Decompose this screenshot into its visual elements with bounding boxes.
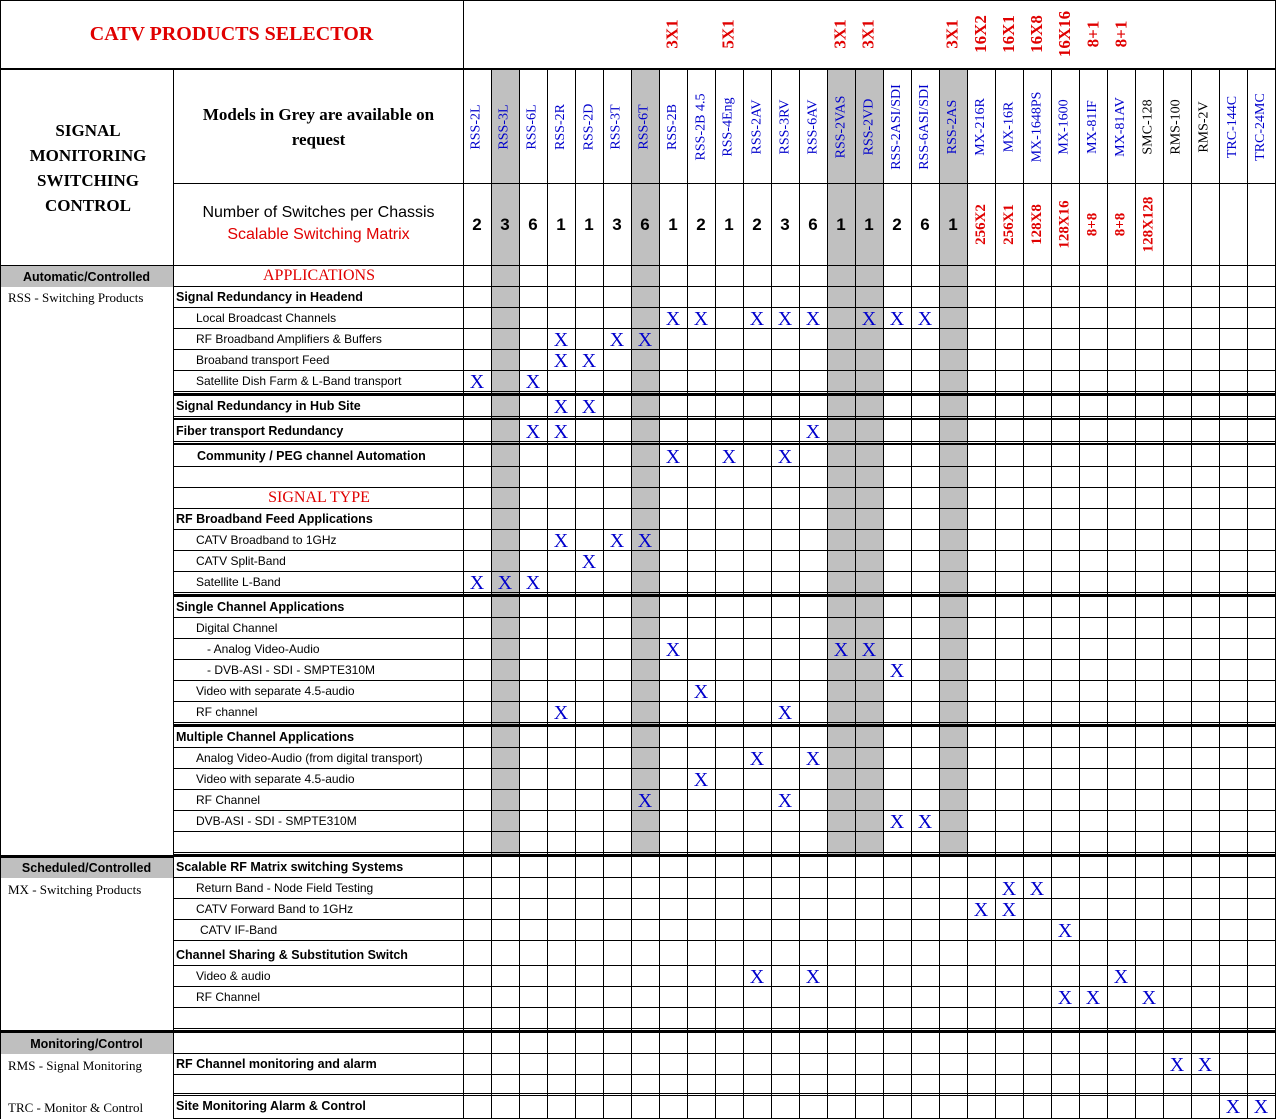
switch-count: 2 bbox=[752, 214, 762, 234]
check-mark: X bbox=[917, 811, 933, 833]
top-ratio-label: 3X1 bbox=[663, 19, 682, 49]
check-mark: X bbox=[553, 396, 569, 418]
row-label: CATV Forward Band to 1GHz bbox=[196, 902, 354, 916]
top-ratio-label: 16X1 bbox=[999, 15, 1018, 53]
row-line bbox=[173, 831, 1276, 832]
switch-count: 2 bbox=[696, 214, 706, 234]
category-band: Automatic/Controlled bbox=[22, 270, 151, 284]
category-label: RSS - Switching Products bbox=[8, 290, 144, 305]
check-mark: X bbox=[1113, 966, 1129, 988]
check-mark: X bbox=[749, 748, 765, 770]
check-mark: X bbox=[749, 308, 765, 330]
model-header-rss-2asi-sdi: RSS-2ASI/SDI bbox=[889, 83, 904, 170]
row-label: RF Channel bbox=[196, 990, 261, 1004]
check-mark: X bbox=[469, 371, 485, 393]
category-band: Monitoring/Control bbox=[30, 1037, 143, 1051]
left-section-rule bbox=[0, 855, 173, 858]
row-line bbox=[173, 638, 1276, 639]
row-label: Digital Channel bbox=[196, 621, 278, 635]
row-label: Video with separate 4.5-audio bbox=[196, 772, 355, 786]
check-mark: X bbox=[581, 396, 597, 418]
check-mark: X bbox=[525, 371, 541, 393]
row-line bbox=[173, 617, 1276, 618]
row-line bbox=[173, 1028, 1276, 1029]
model-header-rss-2r: RSS-2R bbox=[553, 103, 569, 150]
check-mark: X bbox=[497, 572, 513, 594]
row-label: - Analog Video-Audio bbox=[207, 642, 320, 656]
col-line bbox=[1163, 68, 1164, 1119]
top-ratio-label: 3X1 bbox=[943, 19, 962, 49]
section-rule bbox=[173, 443, 1276, 445]
switch-count: 1 bbox=[836, 214, 846, 234]
check-mark: X bbox=[553, 702, 569, 724]
category-label: TRC - Monitor & Control bbox=[8, 1100, 144, 1115]
model-header-rss-2b-4-5: RSS-2B 4.5 bbox=[693, 93, 709, 160]
check-mark: X bbox=[1085, 987, 1101, 1009]
check-mark: X bbox=[693, 681, 709, 703]
switch-count: 6 bbox=[640, 214, 650, 234]
check-mark: X bbox=[861, 308, 877, 330]
check-mark: X bbox=[665, 446, 681, 468]
model-header-rss-4eng: RSS-4Eng bbox=[721, 96, 736, 157]
switch-count: 8+8 bbox=[1084, 212, 1101, 237]
row-label: Satellite L-Band bbox=[196, 575, 281, 589]
row-label: Signal Redundancy in Headend bbox=[176, 290, 363, 304]
switch-count: 128X8 bbox=[1028, 204, 1045, 245]
row-label: Local Broadcast Channels bbox=[196, 311, 337, 325]
model-header-rms-100: RMS-100 bbox=[1169, 98, 1185, 155]
model-header-rss-2b: RSS-2B bbox=[665, 103, 681, 150]
model-header-trc-144c: TRC-144C bbox=[1225, 95, 1241, 158]
row-label: Return Band - Node Field Testing bbox=[196, 881, 374, 895]
row-line bbox=[173, 940, 1276, 941]
model-header-rss-2l: RSS-2L bbox=[469, 103, 484, 150]
top-ratio-label: 8+1 bbox=[1111, 20, 1130, 48]
row-line bbox=[173, 1074, 1276, 1075]
switch-count: 128X16 bbox=[1056, 200, 1073, 249]
row-label: Channel Sharing & Substitution Switch bbox=[176, 948, 408, 962]
model-header-mx-1648ps: MX-1648PS bbox=[1029, 91, 1045, 162]
row-label: RF Broadband Amplifiers & Buffers bbox=[196, 332, 382, 346]
row-line bbox=[173, 550, 1276, 551]
check-mark: X bbox=[1141, 987, 1157, 1009]
switch-count: 1 bbox=[584, 214, 594, 234]
switch-count: 6 bbox=[920, 214, 930, 234]
switch-count-heading: Number of Switches per Chassis bbox=[202, 204, 435, 221]
row-label: Multiple Channel Applications bbox=[176, 730, 355, 744]
check-mark: X bbox=[581, 551, 597, 573]
check-mark: X bbox=[609, 530, 625, 552]
row-line bbox=[173, 391, 1276, 392]
check-mark: X bbox=[665, 639, 681, 661]
label-col-line bbox=[173, 68, 174, 1119]
check-mark: X bbox=[917, 308, 933, 330]
check-mark: X bbox=[665, 308, 681, 330]
check-mark: X bbox=[889, 811, 905, 833]
category-band: Scheduled/Controlled bbox=[21, 861, 152, 875]
top-ratio-label: 5X1 bbox=[719, 19, 738, 49]
check-mark: X bbox=[469, 572, 485, 594]
check-mark: X bbox=[805, 421, 821, 443]
model-header-rss-6l: RSS-6L bbox=[525, 103, 540, 150]
row-label: RF Channel monitoring and alarm bbox=[176, 1057, 377, 1071]
row-line bbox=[173, 701, 1276, 702]
check-mark: X bbox=[1001, 878, 1017, 900]
model-header-rss-2av: RSS-2AV bbox=[749, 99, 764, 154]
row-label: Signal Redundancy in Hub Site bbox=[176, 399, 361, 413]
row-label: RF channel bbox=[196, 705, 258, 719]
model-header-rss-3rv: RSS-3RV bbox=[777, 99, 792, 154]
check-mark: X bbox=[805, 966, 821, 988]
check-mark: X bbox=[525, 421, 541, 443]
row-label: Satellite Dish Farm & L-Band transport bbox=[196, 374, 402, 388]
row-line bbox=[173, 592, 1276, 593]
model-header-rss-2vd: RSS-2VD bbox=[861, 98, 877, 155]
check-mark: X bbox=[889, 308, 905, 330]
scalable-matrix-label: Scalable Switching Matrix bbox=[227, 226, 410, 243]
check-mark: X bbox=[973, 899, 989, 921]
check-mark: X bbox=[581, 350, 597, 372]
model-header-rss-2vas: RSS-2VAS bbox=[833, 95, 848, 158]
switch-count: 1 bbox=[864, 214, 874, 234]
row-line bbox=[173, 1007, 1276, 1008]
row-label: CATV Broadband to 1GHz bbox=[196, 533, 337, 547]
switch-count: 2 bbox=[892, 214, 902, 234]
check-mark: X bbox=[553, 421, 569, 443]
row-label: Community / PEG channel Automation bbox=[197, 449, 426, 463]
row-label: Fiber transport Redundancy bbox=[176, 424, 344, 438]
check-mark: X bbox=[1057, 987, 1073, 1009]
check-mark: X bbox=[777, 790, 793, 812]
left-title: SIGNAL MONITORING SWITCHING CONTROL bbox=[29, 121, 147, 215]
check-mark: X bbox=[553, 329, 569, 351]
check-mark: X bbox=[553, 530, 569, 552]
row-line bbox=[173, 789, 1276, 790]
check-mark: X bbox=[525, 572, 541, 594]
model-header-rss-6asi-sdi: RSS-6ASI/SDI bbox=[917, 83, 932, 170]
check-mark: X bbox=[777, 702, 793, 724]
model-header-mx-81if: MX-81IF bbox=[1085, 99, 1101, 154]
model-header-mx-81av: MX-81AV bbox=[1113, 96, 1129, 157]
top-ratio-label: 16X8 bbox=[1027, 15, 1046, 53]
check-mark: X bbox=[805, 748, 821, 770]
top-ratio-label: 3X1 bbox=[831, 19, 850, 49]
category-label: RMS - Signal Monitoring bbox=[8, 1058, 142, 1073]
switch-count: 1 bbox=[948, 214, 958, 234]
switch-count: 3 bbox=[780, 214, 790, 234]
col-line bbox=[1219, 68, 1220, 1119]
switch-count: 1 bbox=[724, 214, 734, 234]
switch-count: 2 bbox=[472, 214, 482, 234]
section-rule bbox=[173, 1030, 1276, 1033]
switch-count: 6 bbox=[528, 214, 538, 234]
switch-count: 256X2 bbox=[972, 204, 989, 245]
model-header-mx-216r: MX-216R bbox=[973, 97, 988, 156]
check-mark: X bbox=[1197, 1054, 1213, 1076]
row-label: RF Channel bbox=[196, 793, 261, 807]
col-line bbox=[1247, 68, 1248, 1119]
check-mark: X bbox=[609, 329, 625, 351]
row-label: Video with separate 4.5-audio bbox=[196, 684, 355, 698]
switch-count: 6 bbox=[808, 214, 818, 234]
row-line bbox=[173, 852, 1276, 853]
check-mark: X bbox=[1225, 1096, 1241, 1118]
top-ratio-label: 16X16 bbox=[1055, 10, 1074, 58]
switch-count: 128X128 bbox=[1140, 196, 1157, 253]
model-header-smc-128: SMC-128 bbox=[1141, 98, 1157, 155]
model-header-rss-3l: RSS-3L bbox=[497, 103, 512, 150]
check-mark: X bbox=[1029, 878, 1045, 900]
switch-count: 256X1 bbox=[1000, 204, 1017, 245]
check-mark: X bbox=[553, 350, 569, 372]
row-label: SIGNAL TYPE bbox=[268, 489, 370, 506]
row-line bbox=[173, 571, 1276, 572]
row-label: CATV IF-Band bbox=[200, 923, 278, 937]
row-line bbox=[173, 529, 1276, 530]
switch-count: 3 bbox=[612, 214, 622, 234]
check-mark: X bbox=[749, 966, 765, 988]
model-header-rss-6t: RSS-6T bbox=[637, 103, 652, 150]
row-line bbox=[173, 722, 1276, 723]
check-mark: X bbox=[805, 308, 821, 330]
row-line bbox=[173, 416, 1276, 417]
row-label: Analog Video-Audio (from digital transport) bbox=[196, 751, 423, 765]
check-mark: X bbox=[637, 790, 653, 812]
row-label: Video & audio bbox=[196, 969, 271, 983]
check-mark: X bbox=[637, 329, 653, 351]
check-mark: X bbox=[889, 660, 905, 682]
category-label: MX - Switching Products bbox=[8, 882, 142, 897]
model-header-trc-24mc: TRC-24MC bbox=[1253, 92, 1268, 161]
check-mark: X bbox=[833, 639, 849, 661]
row-label: - DVB-ASI - SDI - SMPTE310M bbox=[207, 663, 376, 677]
check-mark: X bbox=[1057, 920, 1073, 942]
row-label: Single Channel Applications bbox=[176, 600, 345, 614]
section-rule bbox=[173, 418, 1276, 420]
check-mark: X bbox=[1001, 899, 1017, 921]
switch-count: 3 bbox=[500, 214, 510, 234]
check-mark: X bbox=[777, 308, 793, 330]
top-ratio-label: 16X2 bbox=[971, 15, 990, 53]
check-mark: X bbox=[1253, 1096, 1269, 1118]
row-label: Site Monitoring Alarm & Control bbox=[176, 1099, 366, 1113]
left-section-rule bbox=[0, 1030, 173, 1033]
col-line bbox=[1191, 68, 1192, 1119]
check-mark: X bbox=[721, 446, 737, 468]
left-border bbox=[0, 0, 1, 1119]
check-mark: X bbox=[693, 769, 709, 791]
model-header-rss-2as: RSS-2AS bbox=[945, 99, 960, 154]
section-rule bbox=[173, 1093, 1276, 1094]
switch-count: 1 bbox=[556, 214, 566, 234]
row-line bbox=[173, 919, 1276, 920]
row-line bbox=[173, 349, 1276, 350]
model-header-rms-2v: RMS-2V bbox=[1197, 100, 1213, 153]
row-label: Scalable RF Matrix switching Systems bbox=[176, 860, 404, 874]
check-mark: X bbox=[637, 530, 653, 552]
switch-count: 8+8 bbox=[1112, 212, 1129, 237]
model-header-mx-16r: MX-16R bbox=[1001, 101, 1016, 152]
check-mark: X bbox=[861, 639, 877, 661]
check-mark: X bbox=[1169, 1054, 1185, 1076]
switch-count: 1 bbox=[668, 214, 678, 234]
model-header-rss-6av: RSS-6AV bbox=[805, 99, 820, 154]
grey-note: Models in Grey are available on request bbox=[202, 105, 435, 149]
row-line bbox=[173, 307, 1276, 308]
row-label: RF Broadband Feed Applications bbox=[176, 512, 373, 526]
check-mark: X bbox=[777, 446, 793, 468]
row-label: CATV Split-Band bbox=[196, 554, 286, 568]
model-header-mx-1600: MX-1600 bbox=[1057, 98, 1073, 155]
page-title: CATV PRODUCTS SELECTOR bbox=[89, 22, 374, 45]
row-line bbox=[173, 441, 1276, 442]
row-label: APPLICATIONS bbox=[262, 267, 375, 284]
model-header-rss-3t: RSS-3T bbox=[609, 103, 624, 150]
check-mark: X bbox=[693, 308, 709, 330]
model-header-rss-2d: RSS-2D bbox=[581, 103, 596, 150]
top-ratio-label: 8+1 bbox=[1083, 20, 1102, 48]
row-label: Broaband transport Feed bbox=[196, 353, 330, 367]
top-ratio-label: 3X1 bbox=[859, 19, 878, 49]
row-label: DVB-ASI - SDI - SMPTE310M bbox=[196, 814, 357, 828]
